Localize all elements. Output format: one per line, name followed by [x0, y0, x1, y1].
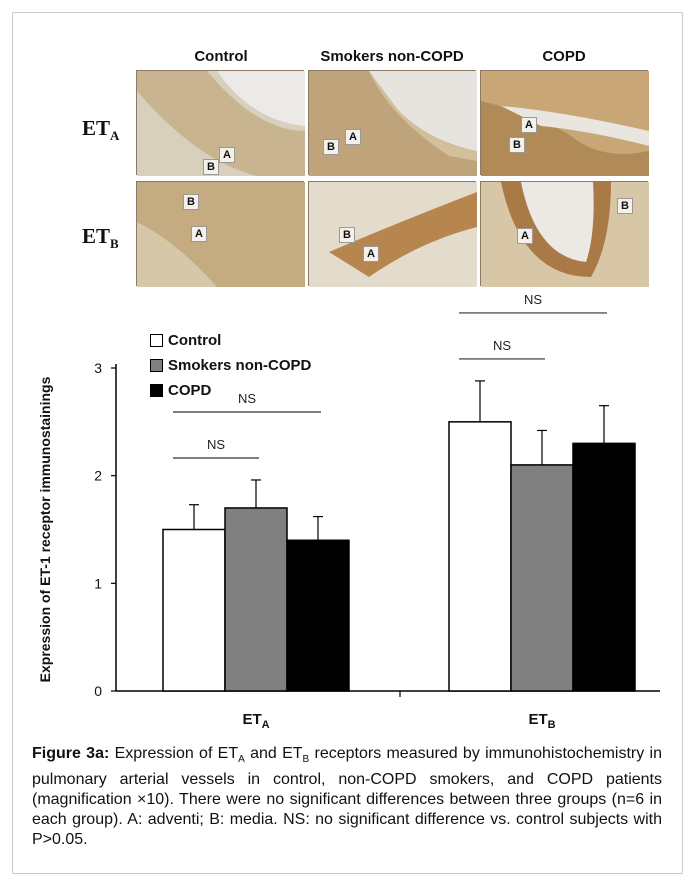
- micrograph-eta-copd: [480, 70, 648, 175]
- label-a: A: [363, 246, 379, 262]
- legend-swatch-copd: [150, 384, 163, 397]
- legend-item-smokers: [150, 353, 311, 378]
- y-axis-label: Expression of ET-1 receptor immunostainings: [37, 376, 53, 683]
- label-b: B: [339, 227, 355, 243]
- column-title-smokers: Smokers non-COPD: [320, 48, 464, 65]
- ns-label: NS: [206, 436, 226, 452]
- label-a: A: [191, 226, 207, 242]
- column-title-control: Control: [194, 48, 248, 65]
- legend-label-copd: COPD: [168, 382, 212, 399]
- caption-text-3: receptors measured by immunohistochemistry in pulmonary arterial vessels in control, non-COPD smokers, and COPD patients (magnification ×10). There were no significant differences between three groups (n=6 in each group). A: adventi; B: media. NS: no significant difference vs. control subjects with P>0.05.: [32, 745, 663, 849]
- caption-sub-b: B: [302, 754, 310, 766]
- micrograph-etb-smokers: [308, 181, 476, 286]
- y-tick-label: 0: [94, 683, 102, 699]
- y-tick-label: 3: [94, 360, 102, 376]
- label-b: B: [323, 139, 339, 155]
- label-a: A: [521, 117, 537, 133]
- ns-label: NS: [523, 291, 543, 307]
- micrograph-etb-control: [136, 181, 304, 286]
- label-b: B: [203, 159, 219, 175]
- bar: [287, 540, 349, 691]
- x-tick-label: $ET_A$: [242, 711, 270, 731]
- y-tick-label: 1: [94, 575, 102, 592]
- bar: [449, 422, 511, 691]
- caption-text-2: and ET: [244, 745, 303, 762]
- caption-text-1: Expression of ET: [109, 745, 239, 762]
- label-a: A: [517, 228, 533, 244]
- caption-sub-a: A: [238, 754, 245, 766]
- row-label-eta: $ET_A$: [82, 116, 120, 144]
- chart-legend: [150, 328, 311, 403]
- y-tick-label: 2: [94, 467, 102, 484]
- legend-swatch-control: [150, 334, 163, 347]
- row-label-etb: $ET_B$: [82, 224, 119, 252]
- label-b: B: [509, 137, 525, 153]
- micrograph-eta-control: [136, 70, 304, 175]
- label-a: A: [219, 147, 235, 163]
- bar: [225, 508, 287, 691]
- label-b: B: [617, 198, 633, 214]
- column-title-copd: COPD: [542, 48, 586, 65]
- figure-caption: [32, 744, 662, 850]
- label-a: A: [345, 129, 361, 145]
- caption-label: Figure 3a:: [32, 745, 110, 762]
- bar-chart: [20, 291, 680, 731]
- ns-label: NS: [237, 390, 257, 406]
- ns-label: NS: [492, 337, 512, 353]
- bar: [511, 465, 573, 691]
- legend-label-smokers: Smokers non-COPD: [168, 357, 312, 374]
- bar: [163, 530, 225, 692]
- micrograph-eta-smokers: [308, 70, 476, 175]
- legend-item-copd: [150, 378, 311, 403]
- x-tick-label: $ET_B$: [528, 711, 556, 731]
- bar: [573, 443, 635, 691]
- micrograph-etb-copd: [480, 181, 648, 286]
- legend-label-control: Control: [168, 332, 222, 349]
- label-b: B: [183, 194, 199, 210]
- legend-item-control: [150, 328, 311, 353]
- legend-swatch-smokers: [150, 359, 163, 372]
